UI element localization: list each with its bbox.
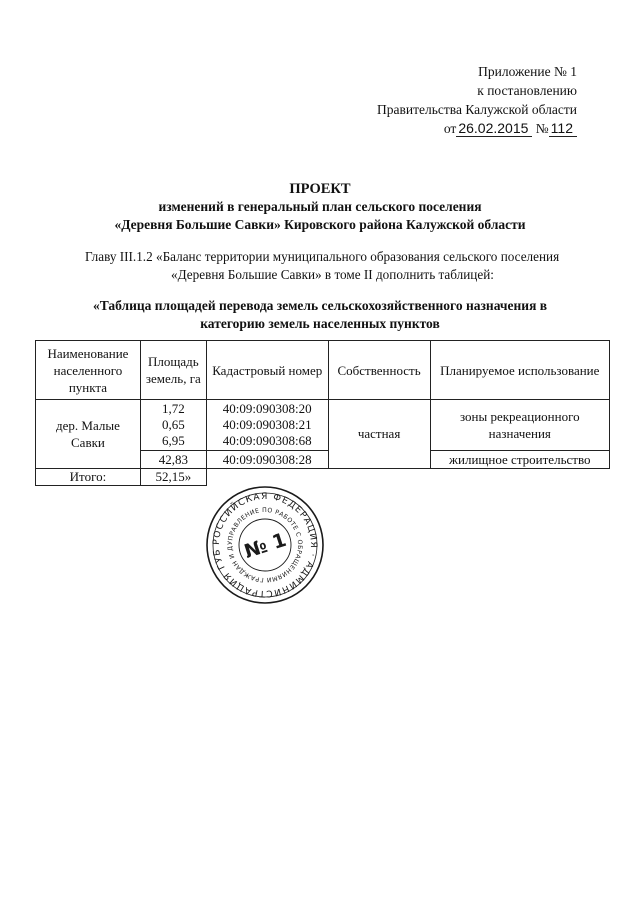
attachment-authority: Правительства Калужской области xyxy=(376,102,577,117)
column-header: Кадастровый номер xyxy=(206,341,328,400)
column-header: Площадь земель, га xyxy=(140,341,206,400)
area-value: 0,65 xyxy=(161,417,185,432)
table-header-row xyxy=(36,341,610,400)
table-caption xyxy=(60,297,580,333)
seal-outer-text: РОССИЙСКАЯ ФЕДЕРАЦИЯ · АДМИНИСТРАЦИЯ ГУБ xyxy=(211,491,319,599)
title-heading: ПРОЕКТ xyxy=(289,181,351,197)
land-table xyxy=(35,340,610,486)
number-prefix: № xyxy=(535,121,549,136)
document-title xyxy=(0,180,640,234)
area-value: 1,72 xyxy=(161,401,185,416)
date-prefix: от xyxy=(443,121,457,136)
table-row xyxy=(36,400,610,451)
cadastral-value: 40:09:090308:20 xyxy=(222,401,312,416)
total-value: 52,15» xyxy=(140,469,206,486)
ownership-cell: частная xyxy=(328,400,430,469)
settlement-cell: дер. Малые Савки xyxy=(36,400,141,469)
decree-date: 26.02.2015 xyxy=(456,120,532,137)
usage-cell: зоны рекреационного назначения xyxy=(430,400,609,451)
cadastral-cell: 40:09:090308:28 xyxy=(206,451,328,469)
intro-line-2: «Деревня Большие Савки» в томе II дополнить таблицей: xyxy=(171,267,494,282)
area-cell: 42,83 xyxy=(140,451,206,469)
seal-number: № 1 xyxy=(241,528,290,564)
official-seal xyxy=(175,480,355,610)
title-settlement: «Деревня Большие Савки» Кировского района Калужской области xyxy=(114,217,526,232)
seal-inner-text: УПРАВЛЕНИЕ ПО РАБОТЕ С ОБРАЩЕНИЯМИ ГРАЖДАН И Д xyxy=(226,506,304,584)
column-header: Планируемое использование xyxy=(430,341,609,400)
column-header: Наименование населенного пункта xyxy=(36,341,141,400)
attachment-block xyxy=(377,62,577,138)
cadastral-value: 40:09:090308:21 xyxy=(222,417,312,432)
attachment-date-line xyxy=(444,119,577,138)
decree-number: 112 xyxy=(549,120,577,137)
cadastral-cell xyxy=(206,400,328,451)
attachment-title: Приложение № 1 xyxy=(478,64,577,79)
column-header: Собственность xyxy=(328,341,430,400)
caption-line-2: категорию земель населенных пунктов xyxy=(200,316,440,331)
cadastral-value: 40:09:090308:68 xyxy=(222,433,312,448)
caption-line-1: «Таблица площадей перевода земель сельскохозяйственного назначения в xyxy=(92,298,548,313)
attachment-ref: к постановлению xyxy=(477,83,577,98)
intro-line-1: Главу III.1.2 «Баланс территории муниципального образования сельского поселения xyxy=(85,249,560,264)
area-value: 6,95 xyxy=(161,433,185,448)
usage-cell: жилищное строительство xyxy=(430,451,609,469)
total-label: Итого: xyxy=(36,469,141,486)
title-subtitle: изменений в генеральный план сельского поселения xyxy=(158,199,482,214)
intro-paragraph xyxy=(85,248,580,284)
area-cell xyxy=(140,400,206,451)
